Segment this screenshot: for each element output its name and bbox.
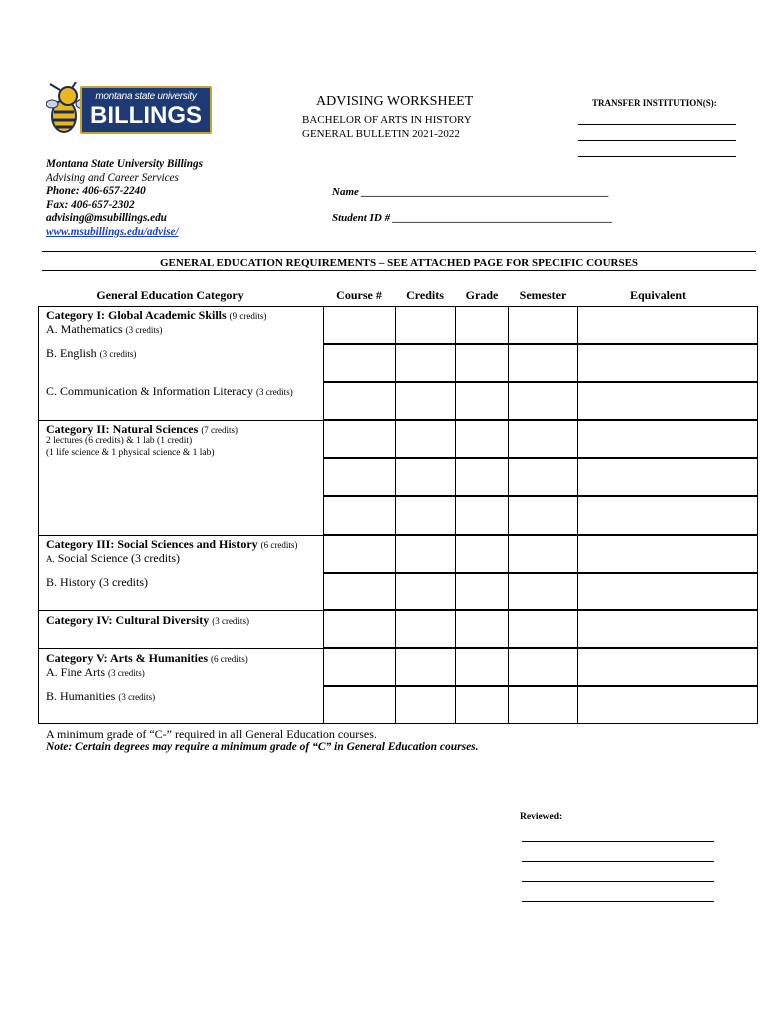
entry-cell[interactable] — [508, 458, 578, 496]
org-name: Montana State University Billings — [46, 158, 203, 170]
reviewed-line-1[interactable] — [522, 841, 714, 842]
cat5-title: Category V: Arts & Humanities — [46, 651, 208, 665]
student-id-field[interactable]: Student ID # ________________________________________ — [332, 212, 613, 224]
comm-label: C. Communication & Information Literacy — [46, 384, 253, 398]
entry-cell[interactable] — [508, 648, 578, 686]
social-row-label — [46, 551, 180, 566]
finearts-row-label — [46, 665, 145, 680]
heading-rule-bottom — [42, 270, 756, 271]
cat2-credits: (7 credits) — [201, 425, 239, 435]
entry-cell[interactable] — [508, 535, 578, 573]
entry-cell[interactable] — [455, 306, 509, 344]
entry-cell[interactable] — [577, 496, 758, 535]
entry-cell[interactable] — [577, 382, 758, 420]
entry-cell[interactable] — [508, 382, 578, 420]
cat2-line1: 2 lectures (6 credits) & 1 lab (1 credit) — [46, 436, 193, 446]
entry-cell[interactable] — [577, 535, 758, 573]
entry-cell[interactable] — [323, 496, 396, 535]
reviewed-line-3[interactable] — [522, 881, 714, 882]
entry-cell[interactable] — [395, 610, 456, 648]
entry-cell[interactable] — [323, 382, 396, 420]
entry-cell[interactable] — [323, 610, 396, 648]
cat4-heading — [46, 613, 249, 628]
entry-cell[interactable] — [508, 573, 578, 610]
entry-cell[interactable] — [455, 496, 509, 535]
entry-cell[interactable] — [455, 382, 509, 420]
entry-cell[interactable] — [323, 306, 396, 344]
entry-cell[interactable] — [323, 686, 396, 724]
entry-cell[interactable] — [395, 382, 456, 420]
entry-cell[interactable] — [577, 306, 758, 344]
col-header-grade: Grade — [465, 288, 499, 302]
entry-cell[interactable] — [455, 648, 509, 686]
comm-row-label — [46, 384, 293, 399]
heading-rule-top — [42, 251, 756, 252]
entry-cell[interactable] — [508, 306, 578, 344]
entry-cell[interactable] — [508, 610, 578, 648]
history-row-label: B. History (3 credits) — [46, 575, 148, 589]
cat2-heading — [46, 422, 238, 437]
entry-cell[interactable] — [455, 573, 509, 610]
cat-divider — [38, 610, 324, 611]
page-title: ADVISING WORKSHEET — [316, 94, 474, 109]
humanities-label: B. Humanities — [46, 689, 116, 703]
entry-cell[interactable] — [323, 648, 396, 686]
entry-cell[interactable] — [508, 496, 578, 535]
entry-cell[interactable] — [323, 420, 396, 458]
cat2-line2: (1 life science & 1 physical science & 1 lab) — [46, 448, 215, 458]
entry-cell[interactable] — [508, 420, 578, 458]
math-label: A. Mathematics — [46, 322, 123, 336]
entry-cell[interactable] — [455, 420, 509, 458]
cat3-heading — [46, 537, 297, 552]
entry-cell[interactable] — [323, 573, 396, 610]
reviewed-label: Reviewed: — [520, 812, 563, 822]
col-header-credits: Credits — [406, 288, 444, 302]
logo-main-text: BILLINGS — [90, 102, 202, 129]
entry-cell[interactable] — [395, 686, 456, 724]
name-field[interactable]: Name _____________________________________________ — [332, 186, 610, 198]
english-label: B. English — [46, 346, 97, 360]
cat4-credits: (3 credits) — [212, 616, 249, 626]
entry-cell[interactable] — [395, 648, 456, 686]
entry-cell[interactable] — [508, 686, 578, 724]
cat-divider — [38, 648, 324, 649]
msub-logo — [46, 82, 212, 138]
entry-cell[interactable] — [508, 344, 578, 382]
col-header-course: Course # — [336, 288, 382, 302]
reviewed-line-4[interactable] — [522, 901, 714, 902]
entry-cell[interactable] — [395, 573, 456, 610]
website-link[interactable]: www.msubillings.edu/advise/ — [46, 225, 179, 238]
dept-name: Advising and Career Services — [46, 171, 179, 184]
phone: Phone: 406-657-2240 — [46, 185, 146, 197]
cat-divider — [38, 535, 324, 536]
email: advising@msubillings.edu — [46, 212, 167, 224]
finearts-label: A. Fine Arts — [46, 665, 106, 679]
comm-credits: (3 credits) — [255, 387, 293, 397]
entry-cell[interactable] — [395, 496, 456, 535]
cat2-title: Category II: Natural Sciences — [46, 422, 199, 436]
col-header-category: General Education Category — [96, 288, 244, 302]
entry-cell[interactable] — [395, 420, 456, 458]
social-label: Social Science (3 credits) — [57, 551, 181, 565]
english-credits: (3 credits) — [99, 349, 137, 359]
transfer-line-1[interactable] — [578, 124, 736, 125]
math-credits: (3 credits) — [125, 325, 163, 335]
entry-cell[interactable] — [395, 458, 456, 496]
section-heading: GENERAL EDUCATION REQUIREMENTS – SEE ATTACHED PAGE FOR SPECIFIC COURSES — [159, 257, 639, 269]
entry-cell[interactable] — [577, 458, 758, 496]
cat5-credits: (6 credits) — [211, 654, 248, 664]
entry-cell[interactable] — [577, 648, 758, 686]
entry-cell[interactable] — [323, 535, 396, 573]
program-subtitle: BACHELOR OF ARTS IN HISTORY — [302, 114, 472, 126]
entry-cell[interactable] — [395, 344, 456, 382]
finearts-credits: (3 credits) — [108, 668, 145, 678]
logo-top-text: montana state university — [95, 91, 197, 102]
degree-grade-note: Note: Certain degrees may require a minimum grade of “C” in General Education courses. — [46, 741, 479, 753]
humanities-credits: (3 credits) — [118, 692, 156, 702]
cat1-title: Category I: Global Academic Skills — [46, 308, 227, 322]
transfer-line-3[interactable] — [578, 156, 736, 157]
transfer-line-2[interactable] — [578, 140, 736, 141]
contact-block — [46, 158, 203, 239]
col-header-semester: Semester — [519, 288, 567, 302]
fax: Fax: 406-657-2302 — [46, 198, 135, 211]
cat3-title: Category III: Social Sciences and History — [46, 537, 258, 551]
entry-cell[interactable] — [577, 573, 758, 610]
entry-cell[interactable] — [323, 344, 396, 382]
entry-cell[interactable] — [395, 535, 456, 573]
entry-cell[interactable] — [455, 535, 509, 573]
entry-cell[interactable] — [577, 610, 758, 648]
entry-cell[interactable] — [455, 344, 509, 382]
cat4-title: Category IV: Cultural Diversity — [46, 613, 210, 627]
entry-cell[interactable] — [577, 420, 758, 458]
humanities-row-label — [46, 689, 155, 704]
math-row-label — [46, 322, 162, 337]
cat-divider — [38, 420, 324, 421]
bulletin-subtitle: GENERAL BULLETIN 2021-2022 — [302, 128, 460, 140]
social-prefix: A. — [46, 554, 55, 564]
entry-cell[interactable] — [395, 306, 456, 344]
cat5-heading — [46, 651, 248, 666]
cat3-credits: (6 credits) — [260, 540, 298, 550]
cat1-heading — [46, 308, 266, 323]
entry-cell[interactable] — [577, 686, 758, 724]
entry-cell[interactable] — [323, 458, 396, 496]
entry-cell[interactable] — [455, 610, 509, 648]
entry-cell[interactable] — [455, 686, 509, 724]
entry-cell[interactable] — [455, 458, 509, 496]
min-grade-note: A minimum grade of “C-” required in all General Education courses. — [46, 727, 377, 741]
english-row-label — [46, 346, 136, 361]
reviewed-line-2[interactable] — [522, 861, 714, 862]
col-header-equivalent: Equivalent — [629, 288, 686, 302]
cat1-credits: (9 credits) — [229, 311, 267, 321]
transfer-institution-label: TRANSFER INSTITUTION(S): — [592, 98, 717, 108]
entry-cell[interactable] — [577, 344, 758, 382]
